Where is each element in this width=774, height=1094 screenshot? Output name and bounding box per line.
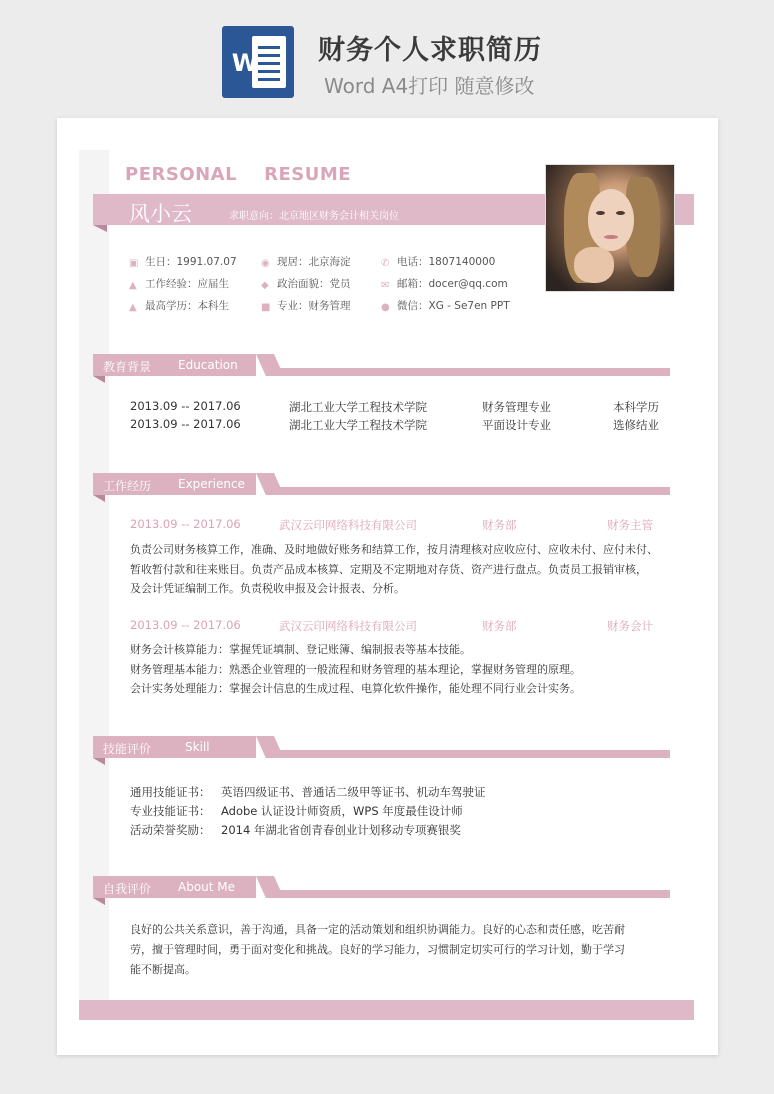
phone-icon: ✆ — [381, 258, 390, 269]
info-experience: ▲ 工作经验：应届生 — [129, 278, 229, 291]
section-experience — [93, 473, 670, 503]
section-about — [93, 876, 670, 906]
job-date: 2013.09 -- 2017.06 — [130, 517, 241, 531]
briefcase-icon: ▲ — [129, 280, 137, 291]
section-skill — [93, 736, 670, 766]
job-description: 负责公司财务核算工作，准确、及时地做好账务和结算工作，按月清理核对应收应付、应收未付、应付未付、 暂收暂付款和往来账目。负责产品成本核算、定期及不定期地对存货、资产进行盘点。负责员工报销审核， 及会计凭证编制工作。负责税收申报及会计报表、分析。 — [130, 543, 658, 595]
section-title-cn: 技能评价 — [103, 742, 152, 756]
info-wechat: ● 微信：XG - Se7en PPT — [381, 300, 510, 313]
job-date: 2013.09 -- 2017.06 — [130, 618, 241, 632]
edu-school: 湖北工业大学工程技术学院 — [289, 418, 427, 432]
edu-date: 2013.09 -- 2017.06 — [130, 417, 241, 431]
location-icon: ◉ — [261, 258, 270, 269]
skill-value: 英语四级证书、普通话二级甲等证书、机动车驾驶证 — [221, 785, 486, 799]
section-education — [93, 354, 670, 384]
section-title-en: About Me — [178, 880, 236, 894]
info-email: ✉ 邮箱：docer@qq.com — [381, 278, 508, 291]
info-politics: ◆ 政治面貌：党员 — [261, 278, 351, 291]
flag-icon: ◆ — [261, 280, 269, 291]
section-title-en: Skill — [185, 740, 210, 754]
birthday-icon: ▣ — [129, 258, 139, 269]
edu-major: 平面设计专业 — [482, 418, 551, 432]
graduation-icon: ▲ — [129, 302, 137, 313]
edu-degree: 选修结业 — [613, 418, 659, 432]
chat-icon: ● — [381, 302, 390, 313]
edu-date: 2013.09 -- 2017.06 — [130, 399, 241, 413]
job-intent: 求职意向：北京地区财务会计相关岗位 — [229, 211, 399, 222]
skill-value: Adobe 认证设计师资质，WPS 年度最佳设计师 — [221, 804, 463, 818]
info-major: ■ 专业：财务管理 — [261, 300, 351, 313]
mail-icon: ✉ — [381, 280, 390, 291]
candidate-name: 风小云 — [129, 202, 192, 226]
job-title: 财务会计 — [607, 619, 653, 633]
resume-title-en: PERSONAL RESUME — [125, 164, 352, 185]
skill-label: 专业技能证书： — [130, 804, 211, 818]
section-title-cn: 工作经历 — [103, 479, 152, 493]
top-banner — [0, 0, 774, 118]
skill-label: 通用技能证书： — [130, 785, 211, 799]
info-birthday: ▣ 生日：1991.07.07 — [129, 256, 237, 269]
section-title-en: Education — [178, 358, 238, 372]
resume-page — [57, 118, 718, 1055]
edu-school: 湖北工业大学工程技术学院 — [289, 400, 427, 414]
skill-value: 2014 年湖北省创青春创业计划移动专项赛银奖 — [221, 823, 461, 837]
edu-degree: 本科学历 — [613, 400, 659, 414]
job-dept: 财务部 — [482, 619, 517, 633]
info-education: ▲ 最高学历：本科生 — [129, 300, 229, 313]
section-title-en: Experience — [178, 477, 245, 491]
banner-subtitle: Word A4打印 随意修改 — [324, 74, 535, 98]
about-text: 良好的公共关系意识，善于沟通，具备一定的活动策划和组织协调能力。良好的心态和责任感，吃苦耐 劳，擅于管理时间，勇于面对变化和挑战。良好的学习能力，习惯制定切实可行的学习计划，勤于学习 能不断提高。 — [130, 923, 625, 976]
edu-major: 财务管理专业 — [482, 400, 551, 414]
book-icon: ■ — [261, 302, 271, 313]
job-company: 武汉云印网络科技有限公司 — [279, 518, 417, 532]
banner-title: 财务个人求职简历 — [318, 35, 542, 66]
job-company: 武汉云印网络科技有限公司 — [279, 619, 417, 633]
section-title-cn: 教育背景 — [103, 360, 152, 374]
job-title: 财务主管 — [607, 518, 653, 532]
footer-bar — [79, 1000, 694, 1020]
name-bar-fold — [93, 225, 107, 232]
info-residence: ◉ 现居：北京海淀 — [261, 256, 351, 269]
skill-label: 活动荣誉奖励： — [130, 823, 211, 837]
info-phone: ✆ 电话：1807140000 — [381, 256, 496, 269]
word-icon: W — [222, 26, 294, 98]
job-dept: 财务部 — [482, 518, 517, 532]
section-title-cn: 自我评价 — [103, 882, 152, 896]
profile-photo — [545, 164, 675, 292]
job-description: 财务会计核算能力：掌握凭证填制、登记账簿、编制报表等基本技能。 财务管理基本能力：熟悉企业管理的一般流程和财务管理的基本理论，掌握财务管理的原理。 会计实务处理能力：掌握会计信息的生成过程、电算化软件操作，能处理不同行业会计实务。 — [130, 643, 581, 695]
